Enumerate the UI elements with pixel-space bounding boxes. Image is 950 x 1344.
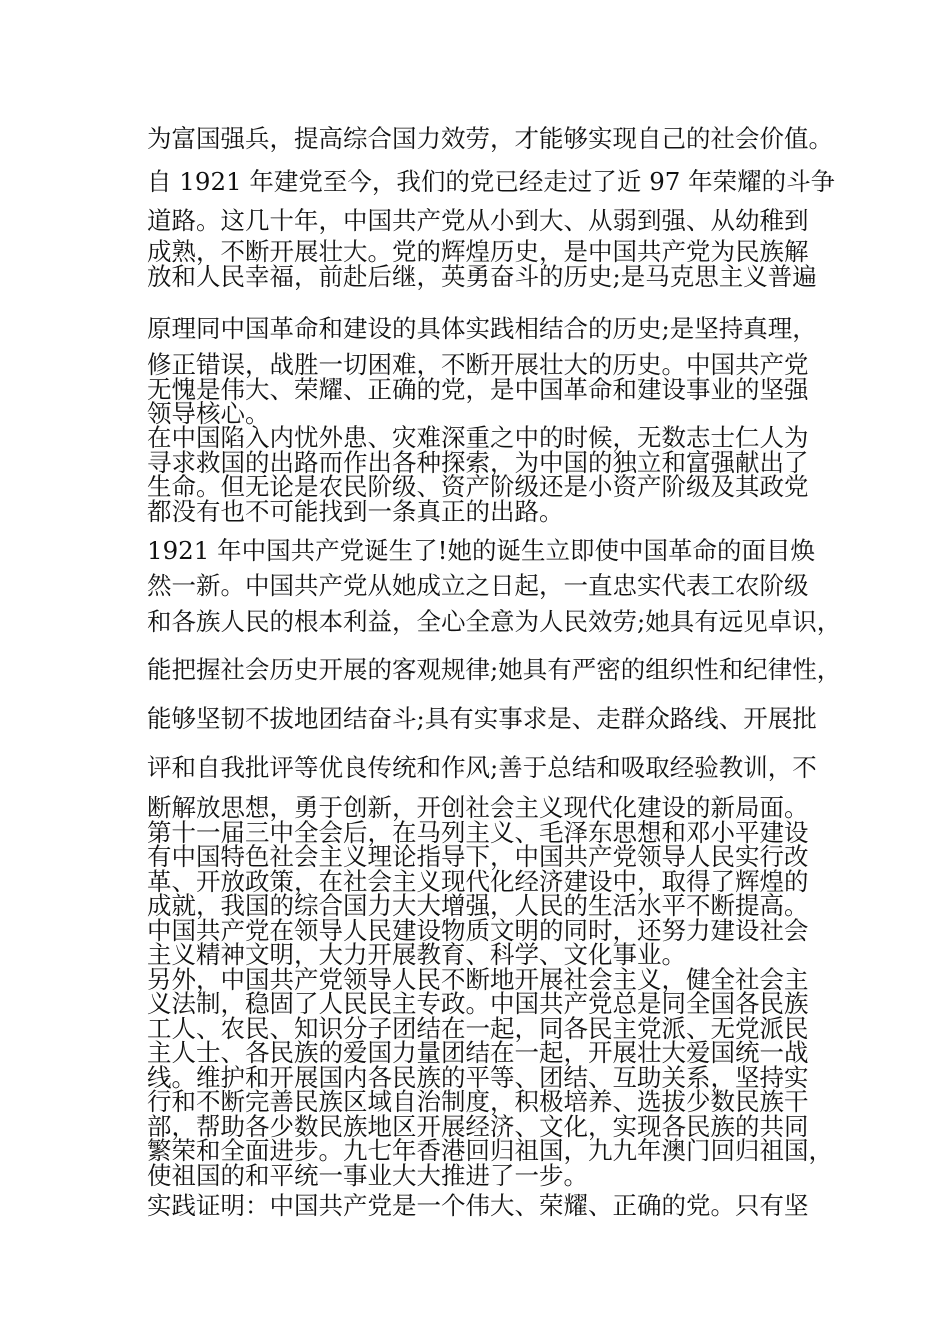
text-line: 放和人民幸福，前赴后继，英勇奋斗的历史;是马克思主义普遍 <box>147 262 817 291</box>
text-line: 工人、农民、知识分子团结在一起，同各民主党派、无党派民 <box>147 1014 809 1043</box>
text-line: 能够坚韧不拔地团结奋斗;具有实事求是、走群众路线、开展批 <box>147 704 817 733</box>
text-line: 自 1921 年建党至今，我们的党已经走过了近 97 年荣耀的斗争 <box>147 167 836 196</box>
text-line: 无愧是伟大、荣耀、正确的党，是中国革命和建设事业的坚强 <box>147 375 809 404</box>
text-line: 原理同中国革命和建设的具体实践相结合的历史;是坚持真理， <box>147 314 817 343</box>
text-line: 道路。这几十年，中国共产党从小到大、从弱到强、从幼稚到 <box>147 206 809 235</box>
text-line: 主义精神文明，大力开展教育、科学、文化事业。 <box>147 940 686 969</box>
text-line: 寻求救国的出路而作出各种探索，为中国的独立和富强献出了 <box>147 448 809 477</box>
text-line: 使祖国的和平统一事业大大推进了一步。 <box>147 1161 588 1190</box>
text-line: 第十一届三中全会后，在马列主义、毛泽东思想和邓小平建设 <box>147 818 809 847</box>
text-line: 线。维护和开展国内各民族的平等、团结、互助关系，坚持实 <box>147 1063 809 1092</box>
text-line: 生命。但无论是农民阶级、资产阶级还是小资产阶级及其政党 <box>147 472 809 501</box>
text-line: 实践证明：中国共产党是一个伟大、荣耀、正确的党。只有坚 <box>147 1191 809 1220</box>
text-line: 中国共产党在领导人民建设物质文明的同时，还努力建设社会 <box>147 916 809 945</box>
text-line: 领导核心。 <box>147 399 270 428</box>
text-line: 1921 年中国共产党诞生了!她的诞生立即使中国革命的面目焕 <box>147 536 815 565</box>
text-line: 和各族人民的根本利益，全心全意为人民效劳;她具有远见卓识， <box>147 607 842 636</box>
text-line: 为富国强兵，提高综合国力效劳，才能够实现自己的社会价值。 <box>147 124 833 153</box>
text-line: 革、开放政策，在社会主义现代化经济建设中，取得了辉煌的 <box>147 867 809 896</box>
text-line: 能把握社会历史开展的客观规律;她具有严密的组织性和纪律性， <box>147 655 842 684</box>
text-line: 成就，我国的综合国力大大增强，人民的生活水平不断提高。 <box>147 891 809 920</box>
text-line: 在中国陷入内忧外患、灾难深重之中的时候，无数志士仁人为 <box>147 423 809 452</box>
text-line: 主人士、各民族的爱国力量团结在一起，开展壮大爱国统一战 <box>147 1038 809 1067</box>
text-line: 繁荣和全面进步。九七年香港回归祖国，九九年澳门回归祖国， <box>147 1136 833 1165</box>
text-line: 行和不断完善民族区域自治制度，积极培养、选拔少数民族干 <box>147 1087 809 1116</box>
text-line: 有中国特色社会主义理论指导下，中国共产党领导人民实行改 <box>147 842 809 871</box>
text-line: 评和自我批评等优良传统和作风;善于总结和吸取经验教训，不 <box>147 753 817 782</box>
text-line: 另外，中国共产党领导人民不断地开展社会主义，健全社会主 <box>147 965 809 994</box>
text-line: 然一新。中国共产党从她成立之日起，一直忠实代表工农阶级 <box>147 571 809 600</box>
text-line: 都没有也不可能找到一条真正的出路。 <box>147 497 564 526</box>
text-line: 断解放思想，勇于创新，开创社会主义现代化建设的新局面。 <box>147 793 809 822</box>
text-line: 部，帮助各少数民族地区开展经济、文化，实现各民族的共同 <box>147 1112 809 1141</box>
text-line: 成熟，不断开展壮大。党的辉煌历史，是中国共产党为民族解 <box>147 237 809 266</box>
text-line: 义法制，稳固了人民民主专政。中国共产党总是同全国各民族 <box>147 989 809 1018</box>
text-line: 修正错误，战胜一切困难，不断开展壮大的历史。中国共产党 <box>147 350 809 379</box>
